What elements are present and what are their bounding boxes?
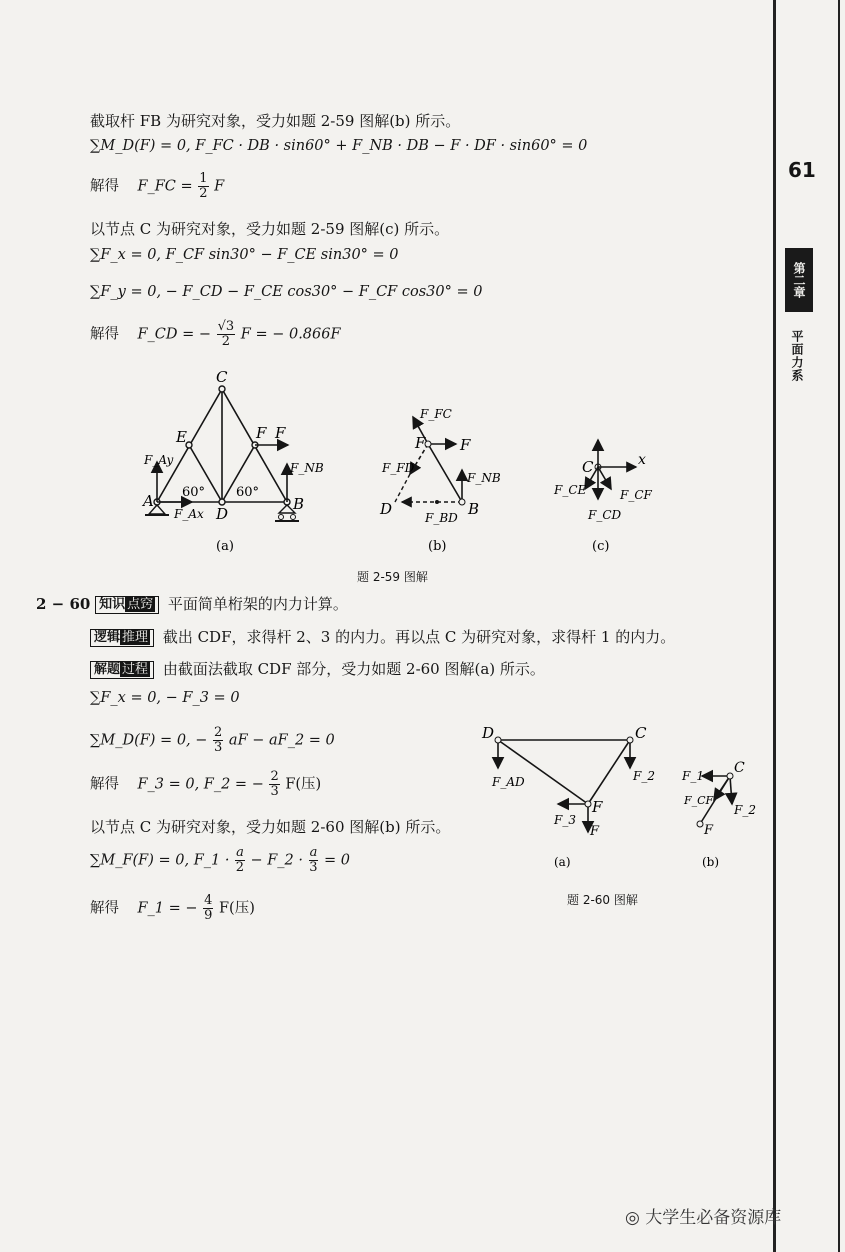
label-FCF-b: F_CF (684, 794, 714, 807)
bar-fb (428, 444, 462, 502)
tag-logic-b: 推理 (122, 630, 149, 645)
label-F-b: F (415, 434, 426, 452)
problem-2-60-header (36, 593, 348, 614)
margin-rule (773, 0, 776, 1252)
node-c-text: 以节点 C 为研究对象，受力如题 2-59 图解(c) 所示。 (90, 220, 450, 238)
label-FAx: F_Ax (174, 507, 204, 521)
subcaption-260-b: (b) (702, 855, 720, 869)
logic-line (90, 626, 675, 647)
frac-den: 3 (270, 784, 279, 799)
process-line (90, 658, 545, 679)
fraction (309, 846, 319, 875)
label-F-force: F (275, 424, 286, 442)
label-FFD: F_FD (382, 461, 415, 475)
tag-process (90, 661, 154, 679)
chapter-tab: 第二章 (785, 248, 813, 312)
tag-knowledge-a: 知识 (99, 597, 126, 612)
frac-num: 4 (204, 893, 213, 908)
label-F3: F_3 (554, 813, 576, 827)
frac-den: 3 (214, 740, 223, 755)
label-FAy: F_Ay (144, 453, 174, 467)
eq-260-md (90, 726, 335, 755)
sol-rhs: F (214, 178, 225, 195)
chapter-title: 平面力系 (790, 330, 804, 382)
label-FAD: F_AD (492, 775, 525, 789)
eq-260-mf (90, 846, 350, 875)
subcaption-b: (b) (428, 539, 447, 554)
angle-60-a: 60° (182, 485, 206, 500)
label-F-260: F (592, 798, 603, 816)
fraction (213, 726, 223, 755)
frac-num: 1 (199, 171, 208, 186)
label-FFC: F_FC (420, 407, 452, 421)
frac-num: √3 (217, 319, 235, 334)
label-B-b: B (468, 500, 480, 518)
label-Fdown: F (590, 824, 600, 839)
eq-part: F(压) (285, 776, 322, 793)
tag-knowledge (95, 596, 159, 614)
frac-num: a (236, 845, 244, 860)
label-D-b: D (380, 500, 393, 518)
eq-part: = 0 (323, 852, 350, 869)
watermark (625, 1203, 781, 1228)
eq-part: − F_2 · (250, 852, 303, 869)
eq-part: ∑M_F(F) = 0, F_1 · (90, 852, 230, 869)
sol-label: 解得 (90, 900, 119, 917)
frac-num: 2 (214, 725, 223, 740)
solution-ffc (90, 172, 224, 201)
fraction (217, 320, 236, 349)
label-F1: F_1 (682, 769, 704, 783)
label-D-260: D (482, 724, 495, 742)
label-C: C (216, 368, 228, 386)
sol-label: 解得 (90, 178, 119, 195)
watermark-text: 大学生必备资源库 (645, 1208, 782, 1228)
eq-fy: ∑F_y = 0, − F_CD − F_CE cos30° − F_CF cos30° = 0 (90, 284, 483, 300)
label-F-force-b: F (460, 436, 471, 454)
eq-part: aF − aF_2 = 0 (228, 732, 335, 749)
label-C-c: C (582, 458, 594, 476)
label-C-b: C (734, 760, 745, 776)
fraction (198, 172, 208, 201)
label-D: D (216, 505, 229, 523)
subcaption-c: (c) (592, 539, 610, 554)
figure-2-60-caption: 题 2-60 图解 (567, 893, 638, 907)
label-A: A (143, 492, 154, 510)
logic-text: 截出 CDF，求得杆 2、3 的内力。再以点 C 为研究对象，求得杆 1 的内力。 (162, 628, 676, 646)
label-FCD: F_CD (588, 508, 622, 522)
frac-den: 9 (204, 908, 213, 923)
sol-lhs: F_CD = − (137, 326, 211, 343)
eq-260-fx: ∑F_x = 0, − F_3 = 0 (90, 690, 240, 706)
tag-process-b: 过程 (122, 662, 149, 677)
label-B: B (293, 495, 305, 513)
wechat-icon: ◎ (625, 1208, 646, 1228)
node-c-text-260: 以节点 C 为研究对象，受力如题 2-60 图解(b) 所示。 (90, 818, 451, 836)
frac-den: 2 (221, 334, 231, 349)
figure-2-59-caption: 题 2-59 图解 (357, 570, 428, 584)
tag-logic (90, 629, 154, 647)
frac-den: 2 (199, 186, 208, 201)
frac-den: 3 (309, 860, 318, 875)
solution-fcd (90, 320, 341, 349)
eq-part: F_1 = − (137, 900, 198, 917)
eq-fx: ∑F_x = 0, F_CF sin30° − F_CE sin30° = 0 (90, 247, 399, 263)
angle-60-b: 60° (236, 485, 260, 500)
intro-text: 截取杆 FB 为研究对象，受力如题 2-59 图解(b) 所示。 (90, 112, 461, 130)
eq-part: ∑M_D(F) = 0, − (90, 732, 208, 749)
fraction (235, 846, 245, 875)
eq-moment-d: ∑M_D(F) = 0, F_FC · DB · sin60° + F_NB · DB − F · DF · sin60° = 0 (90, 138, 588, 154)
label-FCE: F_CE (554, 483, 587, 497)
label-x: x (638, 452, 646, 468)
fraction (269, 770, 279, 799)
frac-num: 2 (270, 769, 279, 784)
label-F-b2: F (704, 823, 714, 838)
label-F2: F_2 (633, 769, 655, 783)
sol-lhs: F_FC = (137, 178, 193, 195)
tag-logic-a: 逻辑 (94, 630, 121, 645)
sol-label: 解得 (90, 776, 119, 793)
label-F2-b: F_2 (734, 803, 756, 817)
label-C-260: C (635, 724, 647, 742)
label-E: E (176, 428, 187, 446)
sol-label: 解得 (90, 326, 119, 343)
frac-den: 2 (235, 860, 245, 875)
subcaption-a: (a) (216, 539, 234, 554)
sol-rhs: F = − 0.866F (240, 326, 341, 343)
fraction (203, 894, 213, 923)
subcaption-260-a: (a) (554, 855, 571, 869)
frac-num: a (309, 845, 318, 860)
problem-number: 2 − 60 (36, 595, 91, 613)
solution-260-1 (90, 770, 321, 799)
eq-part: F(压) (219, 900, 255, 917)
eq-part: F_3 = 0, F_2 = − (137, 776, 264, 793)
label-FCF: F_CF (620, 488, 652, 502)
process-text: 由截面法截取 CDF 部分，受力如题 2-60 图解(a) 所示。 (162, 660, 545, 678)
tag-process-a: 解题 (94, 662, 121, 677)
label-FBD: F_BD (425, 511, 458, 525)
tag-knowledge-b: 点窍 (127, 597, 154, 612)
knowledge-text: 平面简单桁架的内力计算。 (167, 595, 348, 613)
page-number: 61 (788, 158, 816, 182)
figure-2-59 (130, 362, 670, 562)
figure-2-60 (470, 720, 770, 880)
label-FNB-b: F_NB (467, 471, 501, 485)
label-FNB: F_NB (290, 461, 324, 475)
label-F: F (256, 424, 267, 442)
margin-rule-outer (838, 0, 840, 1252)
solution-260-2 (90, 894, 255, 923)
